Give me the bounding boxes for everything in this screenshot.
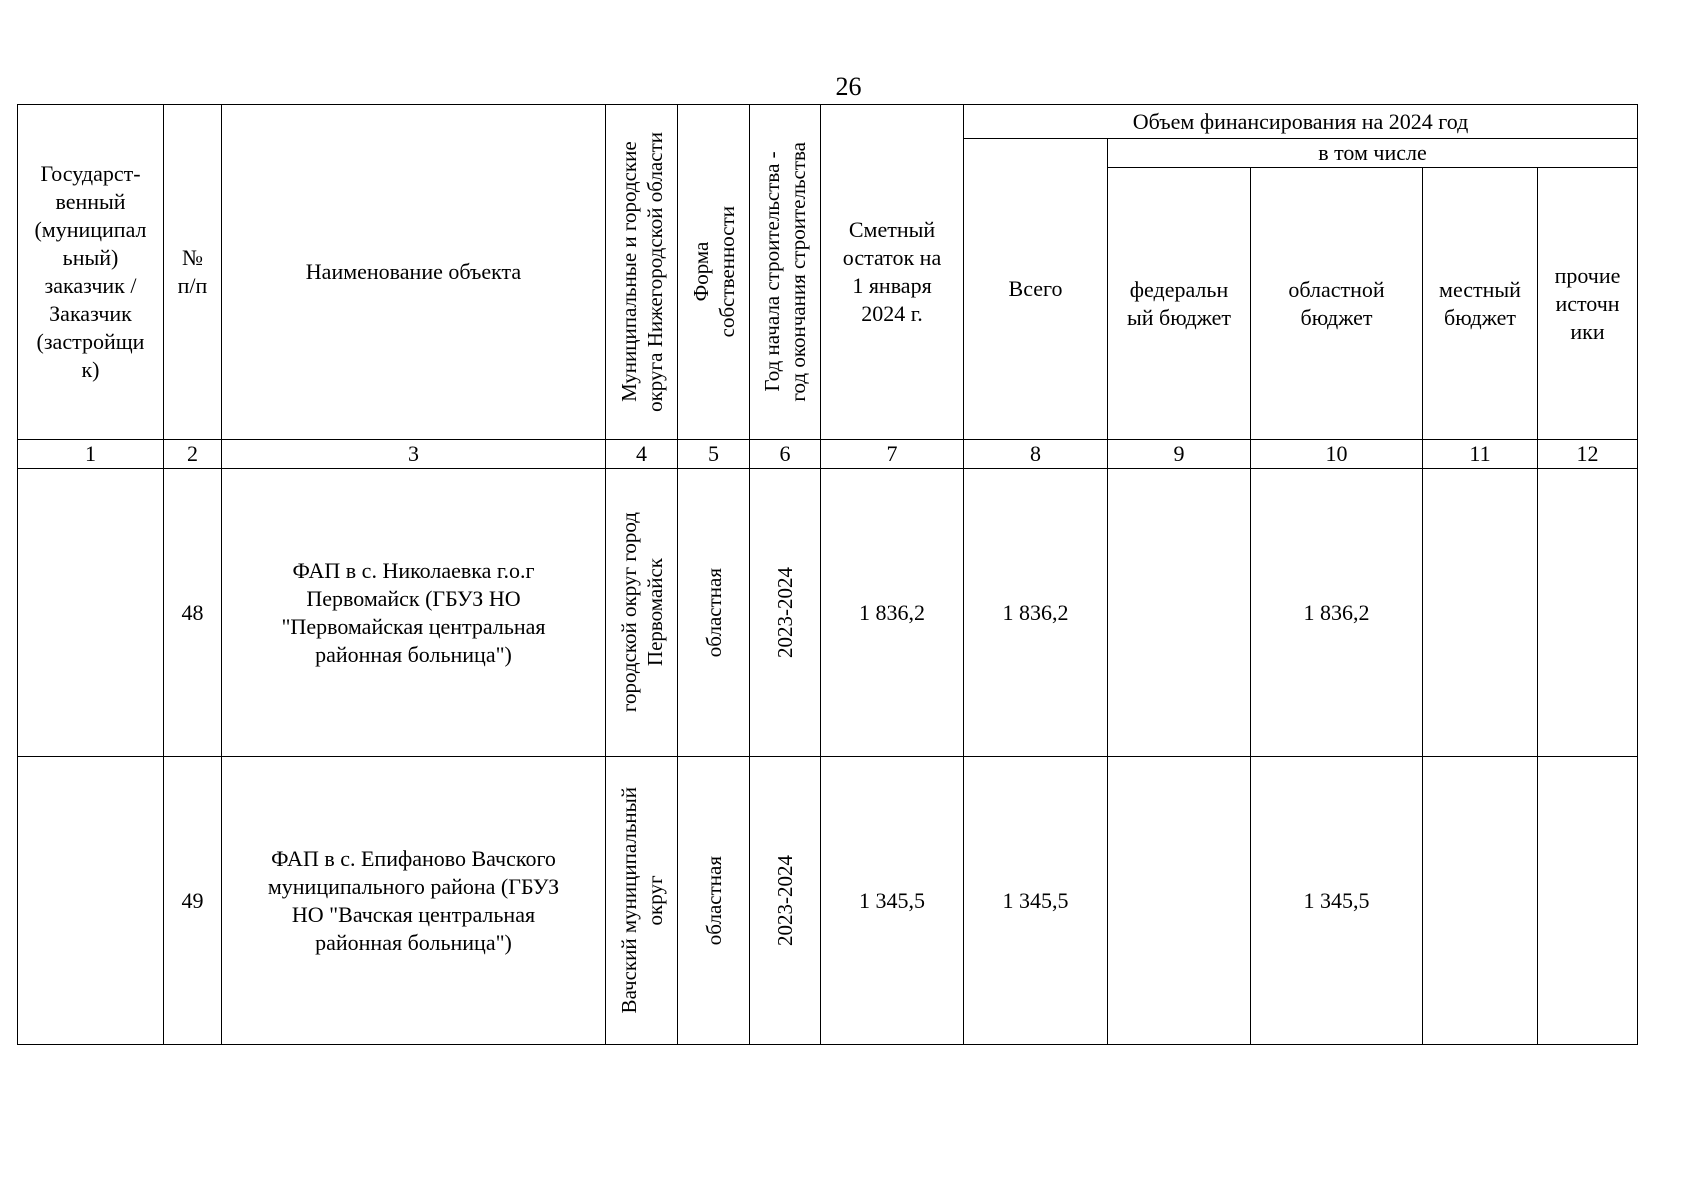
column-number: 11 (1423, 440, 1538, 469)
row-federal (1108, 469, 1251, 757)
header-ownership-cell (678, 105, 750, 440)
column-number: 10 (1251, 440, 1423, 469)
header-local: местный бюджет (1423, 168, 1538, 440)
row-municipality-cell (606, 757, 678, 1045)
row-object-name: ФАП в с. Епифаново Вачского муниципального района (ГБУЗ НО "Вачская центральная районная больница") (222, 757, 606, 1045)
row-local (1423, 757, 1538, 1045)
financing-table (17, 104, 1638, 1045)
page-number: 26 (835, 72, 862, 101)
column-number: 5 (678, 440, 750, 469)
row-municipality: городской округ город Первомайск (616, 512, 667, 713)
header-object-name: Наименование объекта (222, 105, 606, 440)
header-number: № п/п (164, 105, 222, 440)
row-estimate-balance: 1 345,5 (821, 757, 964, 1045)
row-ownership-cell (678, 757, 750, 1045)
row-ownership-cell (678, 469, 750, 757)
table-row (18, 469, 1638, 757)
row-regional: 1 836,2 (1251, 469, 1423, 757)
header-financing: Объем финансирования на 2024 год (964, 105, 1638, 139)
row-years-cell (750, 469, 821, 757)
header-municipality-cell (606, 105, 678, 440)
column-number: 9 (1108, 440, 1251, 469)
column-number: 1 (18, 440, 164, 469)
header-years-cell (750, 105, 821, 440)
row-years: 2023-2024 (773, 855, 797, 946)
row-customer (18, 757, 164, 1045)
row-years: 2023-2024 (773, 567, 797, 658)
header-regional: областной бюджет (1251, 168, 1423, 440)
row-total: 1 836,2 (964, 469, 1108, 757)
column-number: 3 (222, 440, 606, 469)
header-years: Год начала строительства - год окончания строительства (760, 142, 810, 402)
header-federal: федеральн ый бюджет (1108, 168, 1251, 440)
row-other (1538, 469, 1638, 757)
row-number: 48 (164, 469, 222, 757)
row-estimate-balance: 1 836,2 (821, 469, 964, 757)
header-customer: Государст- венный (муниципал ьный) заказчик / Заказчик (застройщи к) (18, 105, 164, 440)
row-total: 1 345,5 (964, 757, 1108, 1045)
header-estimate-balance: Сметный остаток на 1 января 2024 г. (821, 105, 964, 440)
row-local (1423, 469, 1538, 757)
column-number: 4 (606, 440, 678, 469)
row-municipality-cell (606, 469, 678, 757)
row-years-cell (750, 757, 821, 1045)
row-municipality: Вачский муниципальный округ (616, 787, 667, 1014)
row-other (1538, 757, 1638, 1045)
row-object-name: ФАП в с. Николаевка г.о.г Первомайск (ГБУЗ НО "Первомайская центральная районная больница") (222, 469, 606, 757)
column-number: 7 (821, 440, 964, 469)
column-number: 8 (964, 440, 1108, 469)
column-number: 12 (1538, 440, 1638, 469)
row-number: 49 (164, 757, 222, 1045)
header-other: прочие источн ики (1538, 168, 1638, 440)
header-including: в том числе (1108, 139, 1638, 168)
row-ownership: областная (701, 855, 726, 946)
table-row (18, 757, 1638, 1045)
header-total: Всего (964, 139, 1108, 440)
header-ownership: Форма собственности (688, 206, 739, 338)
row-ownership: областная (701, 567, 726, 658)
row-federal (1108, 757, 1251, 1045)
row-regional: 1 345,5 (1251, 757, 1423, 1045)
header-municipality: Муниципальные и городские округа Нижегородской области (616, 132, 667, 412)
column-number: 2 (164, 440, 222, 469)
row-customer (18, 469, 164, 757)
column-number: 6 (750, 440, 821, 469)
column-numbers-row (18, 440, 1638, 469)
